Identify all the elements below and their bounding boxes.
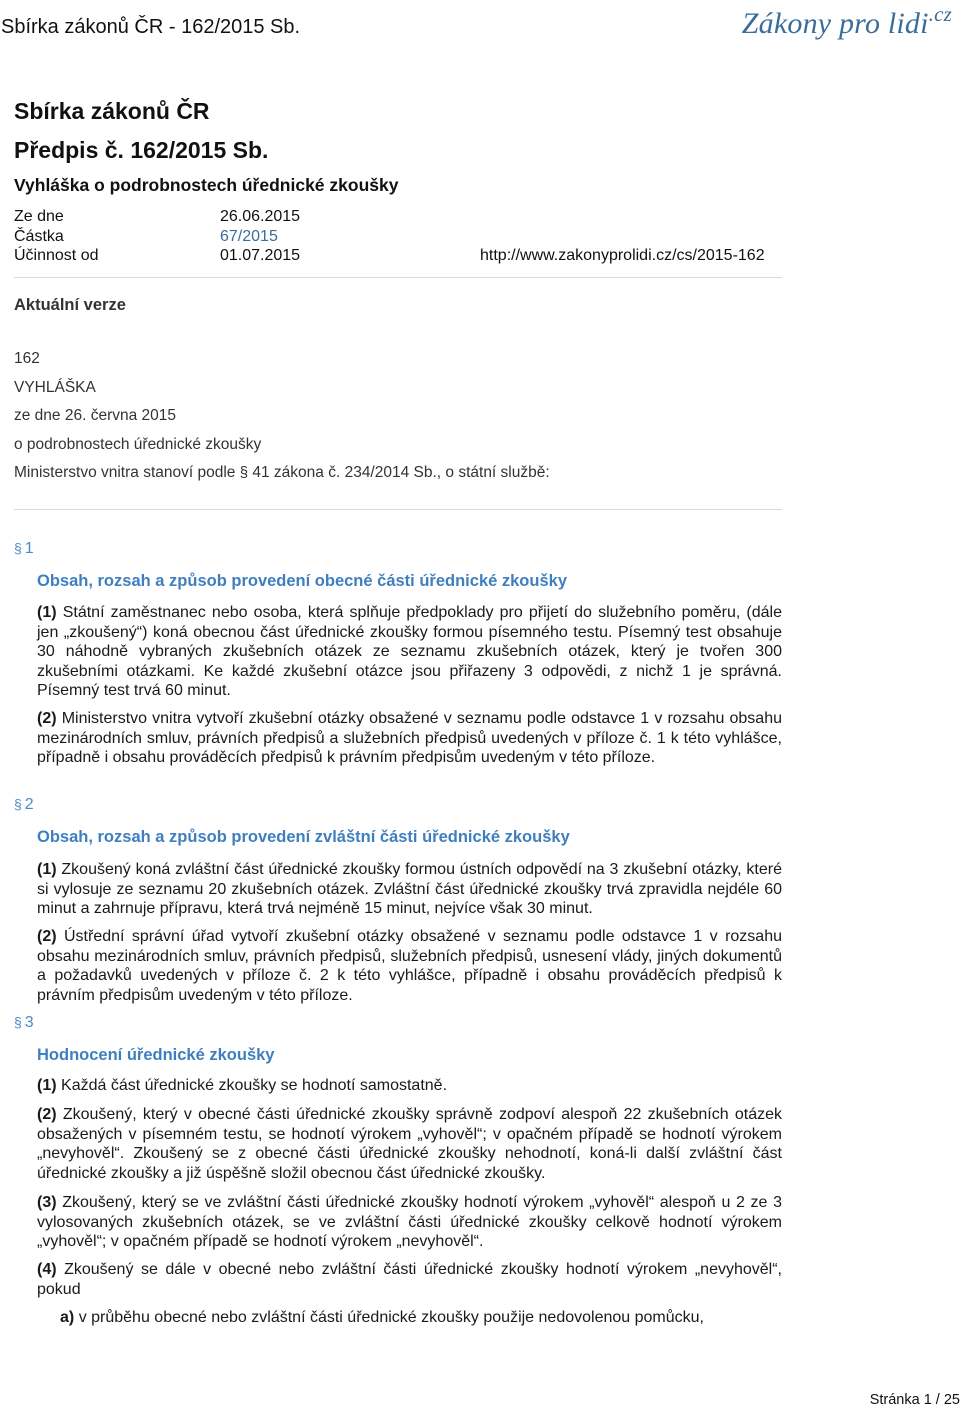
paragraph (37, 1105, 782, 1183)
meta-row (14, 207, 782, 227)
meta-row (14, 227, 782, 247)
logo-suffix: .cz (928, 2, 952, 26)
paragraph-mark: (2) (37, 1106, 57, 1123)
paragraph-mark: (1) (37, 1077, 57, 1094)
meta-value-link[interactable]: 67/2015 (220, 227, 278, 245)
section-title: Obsah, rozsah a způsob provedení obecné části úřednické zkoušky (37, 572, 567, 590)
paragraph-text: Zkoušený se dále v obecné nebo zvláštní části úřednické zkoušky hodnotí výrokem „nevyhověl“, pokud (37, 1261, 782, 1298)
preamble (14, 345, 550, 488)
site-logo[interactable] (742, 2, 952, 41)
divider (14, 509, 782, 510)
regulation-heading (14, 96, 782, 266)
paragraph-text: Zkoušený, který v obecné části úřednické zkoušky správně zodpoví alespoň 22 zkušebních otázek obsažených v písemném testu, se hodnotí výrokem „vyhověl“; v opačném případě se hodnotí výrokem „nevyhověl“. Zkoušený se z obecné části úřednické zkoušky nehodnotí, koná-li další zvláštní část úřednické zkoušky a již úspěšně složil obecnou část úřednické zkoušky. (37, 1106, 782, 1182)
paragraph (37, 1260, 782, 1299)
logo-text: Zákony pro lidi (741, 7, 929, 40)
preamble-type: VYHLÁŠKA (14, 378, 96, 396)
paragraph (37, 1193, 782, 1252)
divider (14, 277, 782, 278)
section-number: 1 (24, 540, 34, 557)
section-title: Hodnocení úřednické zkoušky (37, 1046, 275, 1064)
page-counter: Stránka 1 / 25 (869, 1392, 960, 1408)
paragraph (37, 709, 782, 768)
paragraph-mark: (1) (37, 861, 57, 878)
regulation-number: Předpis č. 162/2015 Sb. (14, 137, 269, 163)
paragraph-mark: (2) (37, 710, 57, 727)
meta-label: Ze dne (14, 208, 64, 225)
list-item (60, 1308, 782, 1328)
metadata-table (14, 207, 782, 266)
source-url[interactable]: http://www.zakonyprolidi.cz/cs/2015-162 (480, 247, 765, 264)
regulation-subtitle: Vyhláška o podrobnostech úřednické zkoušky (14, 175, 399, 195)
section-sign-icon: § (14, 540, 22, 556)
enactment-prefix: Ministerstvo vnitra stanoví podle (14, 464, 236, 481)
section-title: Obsah, rozsah a způsob provedení zvláštní části úřednické zkoušky (37, 828, 570, 846)
meta-label: Částka (14, 227, 64, 245)
section-sign-icon: § (14, 796, 22, 812)
paragraph (37, 603, 782, 701)
paragraph-text: Ústřední správní úřad vytvoří zkušební otázky obsažené v seznamu podle odstavce 1 v rozsahu obsahu mezinárodních smluv, právních předpisů, služebních předpisů, usnesení vlády, jiných dokumentů a požadavků uvedených v příloze č. 2 k této vyhlášce, případně i obsahu prováděcích předpisů k právním předpisům uvedeným v této příloze. (37, 928, 783, 1004)
paragraph-text: Zkoušený, který se ve zvláštní části úřednické zkoušky hodnotí výrokem „vyhověl“ alespoň u 2 ze 3 vylosovaných zkušebních otázek, se ve zvláštní části úřednické zkoušky celkově hodnotí výrokem „vyhověl“; v opačném případě se hodnotí výrokem „nevyhověl“. (37, 1194, 782, 1250)
paragraph (37, 927, 782, 1005)
item-mark: a) (60, 1309, 75, 1326)
paragraph-mark: (2) (37, 928, 57, 945)
item-text: v průběhu obecné nebo zvláštní části úřednické zkoušky použije nedovolenou pomůcku, (78, 1309, 704, 1326)
paragraph-mark: (1) (37, 604, 57, 621)
paragraph-text: Ministerstvo vnitra vytvoří zkušební otázky obsažené v seznamu podle odstavce 1 v rozsahu obsahu mezinárodních smluv, právních předpisů a služebních předpisů uvedených v příloze č. 1 k této vyhlášce, případně i obsahu prováděcích předpisů k právním předpisům uvedeným v této příloze. (37, 710, 782, 766)
section-anchor[interactable] (14, 1014, 34, 1032)
collection-title: Sbírka zákonů ČR (14, 98, 210, 124)
preamble-about: o podrobnostech úřednické zkoušky (14, 435, 262, 453)
preamble-date: ze dne 26. června 2015 (14, 407, 177, 424)
meta-value: 01.07.2015 (220, 247, 301, 264)
document-title: Sbírka zákonů ČR - 162/2015 Sb. (1, 16, 301, 38)
paragraph-text: Státní zaměstnanec nebo osoba, která splňuje předpoklady pro přijetí do služebního poměru, (dále jen „zkoušený“) koná obecnou část úřednické zkoušky formou písemného testu. Písemný test obsahuje 30 náhodně vybraných zkušebních otázek ze seznamu zkušebních otázek, který je tvořen 300 zkušebními otázkami. Ke každé zkušební otázce jsou přiřazeny 3 odpovědi, z nichž 1 je správná. Písemný test trvá 60 minut. (37, 604, 782, 699)
section-number: 3 (24, 1014, 34, 1031)
preamble-number: 162 (14, 350, 40, 367)
paragraph-mark: (4) (37, 1261, 57, 1278)
paragraph-mark: (3) (37, 1194, 57, 1211)
document-header (0, 0, 960, 50)
meta-row (14, 246, 782, 266)
meta-label: Účinnost od (14, 247, 99, 264)
preamble-enactment (14, 459, 550, 488)
section-number: 2 (24, 796, 34, 813)
enactment-suffix: 41 zákona č. 234/2014 Sb., o státní službě: (252, 464, 550, 481)
section-sign-icon: § (239, 464, 249, 481)
paragraph-text: Každá část úřednické zkoušky se hodnotí samostatně. (61, 1077, 448, 1094)
paragraph-text: Zkoušený koná zvláštní část úřednické zkoušky formou ústních odpovědí na 3 zkušební otázky, které si vylosuje ze seznamu 20 zkušebních otázek. Zvláštní část úřednické zkoušky trvá zpravidla nejdéle 60 minut a zahrnuje přípravu, která trvá nejméně 15 minut, nejvíce však 30 minut. (37, 861, 782, 917)
section-anchor[interactable] (14, 540, 34, 558)
section-anchor[interactable] (14, 796, 34, 814)
paragraph (37, 860, 782, 919)
paragraph (37, 1076, 782, 1096)
meta-value: 26.06.2015 (220, 208, 301, 225)
section-sign-icon: § (14, 1014, 22, 1030)
current-version-label: Aktuální verze (14, 296, 126, 314)
